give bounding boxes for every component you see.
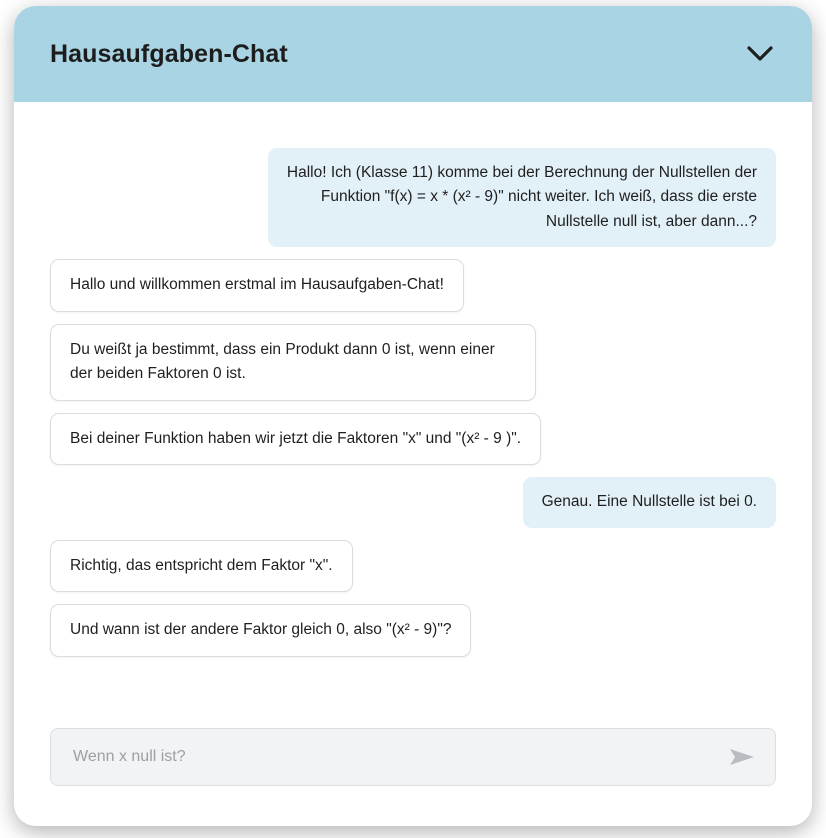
bot-message-bubble: Bei deiner Funktion haben wir jetzt die Faktoren "x" und "(x² - 9 )". <box>50 413 541 465</box>
message-row <box>50 324 776 401</box>
send-arrow-icon[interactable] <box>725 740 759 774</box>
bot-message-bubble: Du weißt ja bestimmt, dass ein Produkt dann 0 ist, wenn einer der beiden Faktoren 0 ist. <box>50 324 536 401</box>
message-row <box>50 413 776 465</box>
message-row <box>50 540 776 592</box>
bot-message-bubble: Richtig, das entspricht dem Faktor "x". <box>50 540 353 592</box>
message-list <box>14 102 812 706</box>
chevron-down-icon[interactable] <box>742 36 778 72</box>
composer-area <box>14 706 812 826</box>
message-row <box>50 477 776 527</box>
message-row <box>50 604 776 656</box>
chat-header <box>14 6 812 102</box>
message-row <box>50 259 776 311</box>
bot-message-bubble: Hallo und willkommen erstmal im Hausaufgaben-Chat! <box>50 259 464 311</box>
user-message-bubble: Hallo! Ich (Klasse 11) komme bei der Berechnung der Nullstellen der Funktion "f(x) = x * (x² - 9)" nicht weiter. Ich weiß, dass die erste Nullstelle null ist, aber dann...? <box>268 148 776 247</box>
message-row <box>50 148 776 247</box>
user-message-bubble: Genau. Eine Nullstelle ist bei 0. <box>523 477 776 527</box>
chat-window <box>14 6 812 826</box>
bot-message-bubble: Und wann ist der andere Faktor gleich 0, also "(x² - 9)"? <box>50 604 471 656</box>
composer[interactable] <box>50 728 776 786</box>
page-title: Hausaufgaben-Chat <box>50 39 288 68</box>
message-input[interactable] <box>71 747 725 767</box>
